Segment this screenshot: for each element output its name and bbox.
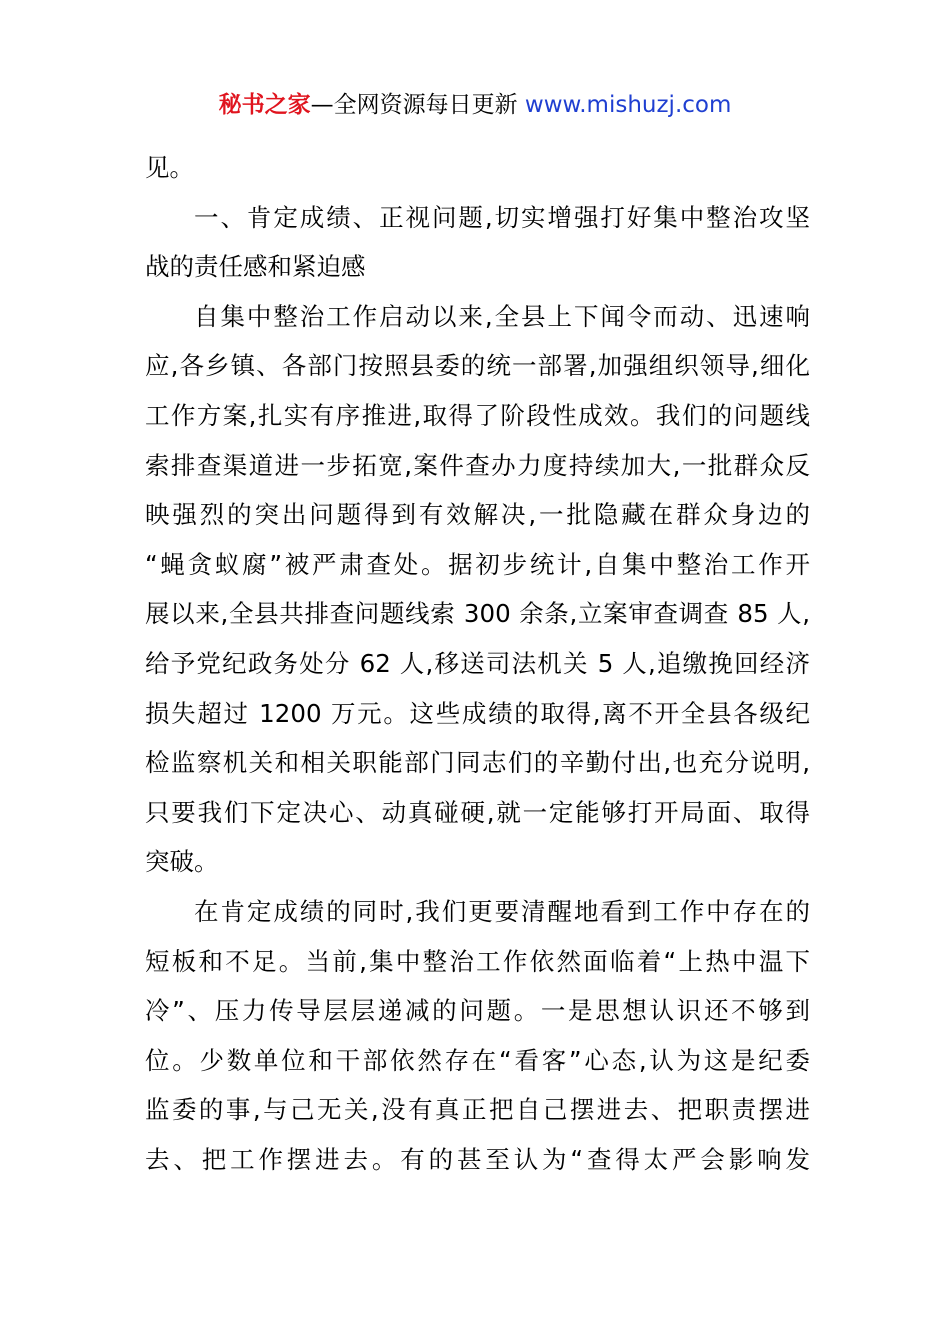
text-line: 工作方案,扎实有序推进,取得了阶段性成效。我们的问题线 — [145, 400, 810, 430]
text-line: 在肯定成绩的同时,我们更要清醒地看到工作中存在的 — [194, 896, 810, 926]
text-line: 映强烈的突出问题得到有效解决,一批隐藏在群众身边的 — [145, 500, 810, 530]
site-header — [0, 88, 950, 122]
text-line: 冷”、压力传导层层递减的问题。一是思想认识还不够到 — [145, 996, 810, 1026]
site-url[interactable]: www.mishuzj.com — [524, 92, 732, 118]
site-slogan: —全网资源每日更新 — [310, 92, 525, 118]
text-line: “蝇贪蚁腐”被严肃查处。据初步统计,自集中整治工作开 — [145, 549, 810, 579]
text-line: 去、把工作摆进去。有的甚至认为“查得太严会影响发 — [145, 1144, 810, 1174]
document-body — [145, 143, 810, 1184]
text-line: 只要我们下定决心、动真碰硬,就一定能够打开局面、取得 — [145, 797, 810, 827]
text-line: 见。 — [145, 153, 194, 182]
text-line: 位。少数单位和干部依然存在“看客”心态,认为这是纪委 — [145, 1045, 810, 1075]
text-line: 监委的事,与己无关,没有真正把自己摆进去、把职责摆进 — [145, 1095, 810, 1125]
text-line: 索排查渠道进一步拓宽,案件查办力度持续加大,一批群众反 — [145, 450, 810, 480]
text-line: 短板和不足。当前,集中整治工作依然面临着“上热中温下 — [145, 946, 810, 976]
text-line: 展以来,全县共排查问题线索 300 余条,立案审查调查 85 人, — [145, 599, 810, 629]
text-line: 检监察机关和相关职能部门同志们的辛勤付出,也充分说明, — [145, 748, 810, 778]
text-line: 突破。 — [145, 847, 219, 877]
section-heading-line: 战的责任感和紧迫感 — [145, 252, 366, 282]
text-line: 应,各乡镇、各部门按照县委的统一部署,加强组织领导,细化 — [145, 351, 810, 381]
text-line: 自集中整治工作启动以来,全县上下闻令而动、迅速响 — [194, 301, 810, 331]
site-brand: 秘书之家 — [218, 92, 311, 118]
text-line: 损失超过 1200 万元。这些成绩的取得,离不开全县各级纪 — [145, 698, 810, 728]
text-line: 给予党纪政务处分 62 人,移送司法机关 5 人,追缴挽回经济 — [145, 648, 810, 678]
section-heading-line: 一、肯定成绩、正视问题,切实增强打好集中整治攻坚 — [194, 202, 810, 232]
